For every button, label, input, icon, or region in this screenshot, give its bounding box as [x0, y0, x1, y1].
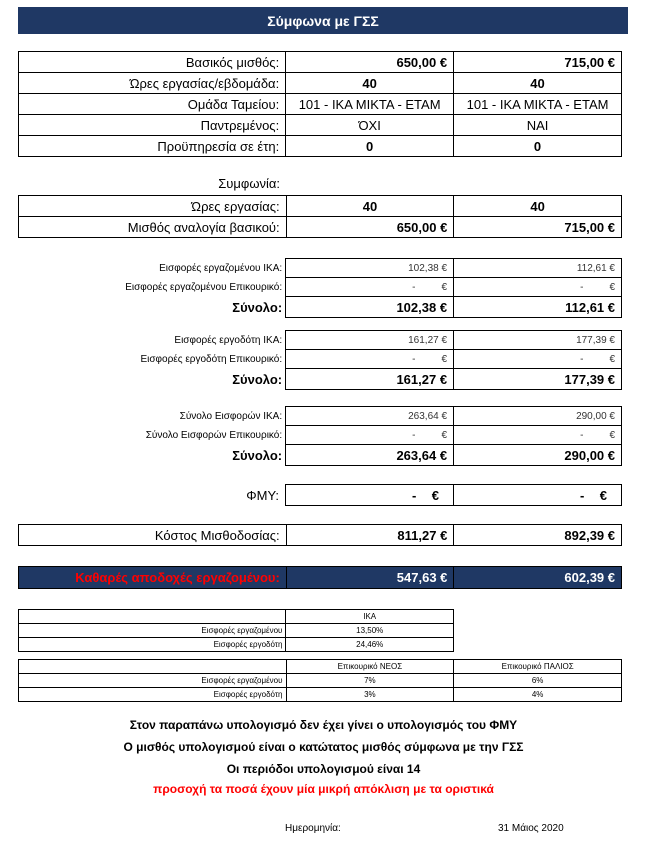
- payroll-cost-row: [19, 525, 622, 546]
- aux-rate-employee-old: 6%: [454, 674, 622, 688]
- agreement-hours-label: Ώρες εργασίας:: [19, 196, 287, 217]
- note-periods: Οι περιόδοι υπολογισμού είναι 14: [226, 762, 421, 776]
- aux-rates-header-new: Επικουρικό ΝΕΟΣ: [286, 660, 454, 674]
- employer-contributions-table: [18, 330, 622, 390]
- agreement-table: [18, 195, 622, 238]
- payroll-cost-value-2: 892,39 €: [454, 525, 622, 546]
- weekly-hours-row: [19, 73, 622, 94]
- employer-total-row: [18, 369, 622, 390]
- employer-total-value-1: 161,27 €: [286, 369, 454, 390]
- aux-rates-header-row: [19, 660, 622, 674]
- experience-value-2: 0: [454, 136, 622, 157]
- date-value: 31 Μάιος 2020: [498, 823, 564, 834]
- experience-value-1: 0: [286, 136, 454, 157]
- ika-rates-header-spacer: [19, 610, 286, 624]
- employee-total-row: [18, 297, 622, 318]
- net-pay-value-2: 602,39 €: [454, 567, 622, 589]
- all-total-value-1: 263,64 €: [286, 445, 454, 466]
- fund-group-value-2: 101 - ΙΚΑ ΜΙΚΤΑ - ΕΤΑΜ: [454, 94, 622, 115]
- basic-salary-row: [19, 52, 622, 73]
- employee-aux-value-2: - €: [454, 278, 622, 297]
- aux-rates-header-spacer: [19, 660, 287, 674]
- page-title: Σύμφωνα με ΓΣΣ: [267, 12, 379, 29]
- employee-ika-value-1: 102,38 €: [286, 259, 454, 278]
- employee-aux-row: [18, 278, 622, 297]
- married-label: Παντρεμένος:: [19, 115, 286, 136]
- fmy-table: [18, 484, 622, 506]
- total-ika-value-2: 290,00 €: [454, 407, 622, 426]
- total-aux-value-1: - €: [286, 426, 454, 445]
- net-pay-label: Καθαρές αποδοχές εργαζομένου:: [19, 567, 287, 589]
- page-header: [18, 7, 628, 34]
- aux-rate-employer-label: Εισφορές εργοδότη: [19, 688, 287, 702]
- date-label: Ημερομηνία:: [285, 823, 341, 834]
- payroll-cost-value-1: 811,27 €: [286, 525, 454, 546]
- aux-rate-employee-new: 7%: [286, 674, 454, 688]
- basic-salary-value-1: 650,00 €: [286, 52, 454, 73]
- total-aux-value-2: - €: [454, 426, 622, 445]
- married-row: [19, 115, 622, 136]
- all-total-label: Σύνολο:: [232, 447, 283, 463]
- employee-contributions-table: [18, 258, 622, 318]
- note-minimum-wage: Ο μισθός υπολογισμού είναι ο κατώτατος μισθός σύμφωνα με την ΓΣΣ: [123, 740, 524, 754]
- ika-rate-employer-row: [19, 638, 454, 652]
- ika-rates-header-row: [19, 610, 454, 624]
- fund-group-row: [19, 94, 622, 115]
- employee-ika-value-2: 112,61 €: [454, 259, 622, 278]
- employee-total-value-1: 102,38 €: [286, 297, 454, 318]
- weekly-hours-value-1: 40: [286, 73, 454, 94]
- fmy-value-1: - €: [286, 485, 454, 506]
- agreement-salary-value-1: 650,00 €: [286, 217, 454, 238]
- aux-rate-employee-label: Εισφορές εργαζομένου: [19, 674, 287, 688]
- agreement-salary-value-2: 715,00 €: [454, 217, 622, 238]
- total-aux-label: Σύνολο Εισφορών Επικουρικό:: [145, 429, 283, 441]
- fmy-label: ΦΜΥ:: [246, 487, 280, 503]
- all-total-row: [18, 445, 622, 466]
- employer-ika-value-2: 177,39 €: [454, 331, 622, 350]
- aux-rate-employee-row: [19, 674, 622, 688]
- payroll-cost-table: [18, 524, 622, 546]
- aux-rates-header-old: Επικουρικό ΠΑΛΙΟΣ: [454, 660, 622, 674]
- ika-rate-employee-row: [19, 624, 454, 638]
- total-ika-label: Σύνολο Εισφορών ΙΚΑ:: [179, 410, 283, 422]
- fund-group-label: Ομάδα Ταμείου:: [19, 94, 286, 115]
- employee-total-value-2: 112,61 €: [454, 297, 622, 318]
- fmy-row: [18, 485, 622, 506]
- fund-group-value-1: 101 - ΙΚΑ ΜΙΚΤΑ - ΕΤΑΜ: [286, 94, 454, 115]
- payroll-cost-label: Κόστος Μισθοδοσίας:: [19, 525, 287, 546]
- weekly-hours-label: Ώρες εργασίας/εβδομάδα:: [19, 73, 286, 94]
- employee-aux-label: Εισφορές εργαζομένου Επικουρικό:: [125, 281, 283, 293]
- net-pay-row: [19, 567, 622, 589]
- experience-label: Προϋπηρεσία σε έτη:: [19, 136, 286, 157]
- employer-aux-row: [18, 350, 622, 369]
- basic-salary-label: Βασικός μισθός:: [19, 52, 286, 73]
- total-ika-row: [18, 407, 622, 426]
- employer-aux-value-1: - €: [286, 350, 454, 369]
- ika-rate-employer-label: Εισφορές εργοδότη: [19, 638, 286, 652]
- total-aux-row: [18, 426, 622, 445]
- employee-ika-row: [18, 259, 622, 278]
- employer-aux-value-2: - €: [454, 350, 622, 369]
- net-pay-value-1: 547,63 €: [286, 567, 454, 589]
- ika-rate-employee-value: 13,50%: [286, 624, 454, 638]
- aux-rate-employer-row: [19, 688, 622, 702]
- ika-rate-employee-label: Εισφορές εργαζομένου: [19, 624, 286, 638]
- basic-info-table: [18, 51, 622, 157]
- employee-total-label: Σύνολο:: [232, 299, 283, 315]
- total-ika-value-1: 263,64 €: [286, 407, 454, 426]
- all-total-value-2: 290,00 €: [454, 445, 622, 466]
- employee-ika-label: Εισφορές εργαζομένου ΙΚΑ:: [159, 262, 283, 274]
- agreement-hours-row: [19, 196, 622, 217]
- employer-ika-row: [18, 331, 622, 350]
- note-warning: προσοχή τα ποσά έχουν μία μικρή απόκλιση με τα οριστικά: [153, 782, 494, 796]
- note-fmy: Στον παραπάνω υπολογισμό δεν έχει γίνει ο υπολογισμός του ΦΜΥ: [129, 718, 518, 732]
- employer-ika-label: Εισφορές εργοδότη ΙΚΑ:: [174, 334, 283, 346]
- ika-rates-table: [18, 609, 454, 652]
- ika-rates-header: ΙΚΑ: [286, 610, 454, 624]
- aux-rate-employer-new: 3%: [286, 688, 454, 702]
- employer-aux-label: Εισφορές εργοδότη Επικουρικό:: [140, 353, 283, 365]
- agreement-salary-label: Μισθός αναλογία βασικού:: [19, 217, 287, 238]
- weekly-hours-value-2: 40: [454, 73, 622, 94]
- basic-salary-value-2: 715,00 €: [454, 52, 622, 73]
- net-pay-table: [18, 566, 622, 589]
- married-value-1: ΌΧΙ: [286, 115, 454, 136]
- agreement-title: Συμφωνία:: [218, 176, 280, 191]
- employer-total-label: Σύνολο:: [232, 371, 283, 387]
- agreement-hours-value-2: 40: [454, 196, 622, 217]
- aux-rates-table: [18, 659, 622, 702]
- employee-aux-value-1: - €: [286, 278, 454, 297]
- experience-row: [19, 136, 622, 157]
- married-value-2: ΝΑΙ: [454, 115, 622, 136]
- total-contributions-table: [18, 406, 622, 466]
- employer-total-value-2: 177,39 €: [454, 369, 622, 390]
- employer-ika-value-1: 161,27 €: [286, 331, 454, 350]
- agreement-hours-value-1: 40: [286, 196, 454, 217]
- fmy-value-2: - €: [454, 485, 622, 506]
- agreement-salary-row: [19, 217, 622, 238]
- aux-rate-employer-old: 4%: [454, 688, 622, 702]
- ika-rate-employer-value: 24,46%: [286, 638, 454, 652]
